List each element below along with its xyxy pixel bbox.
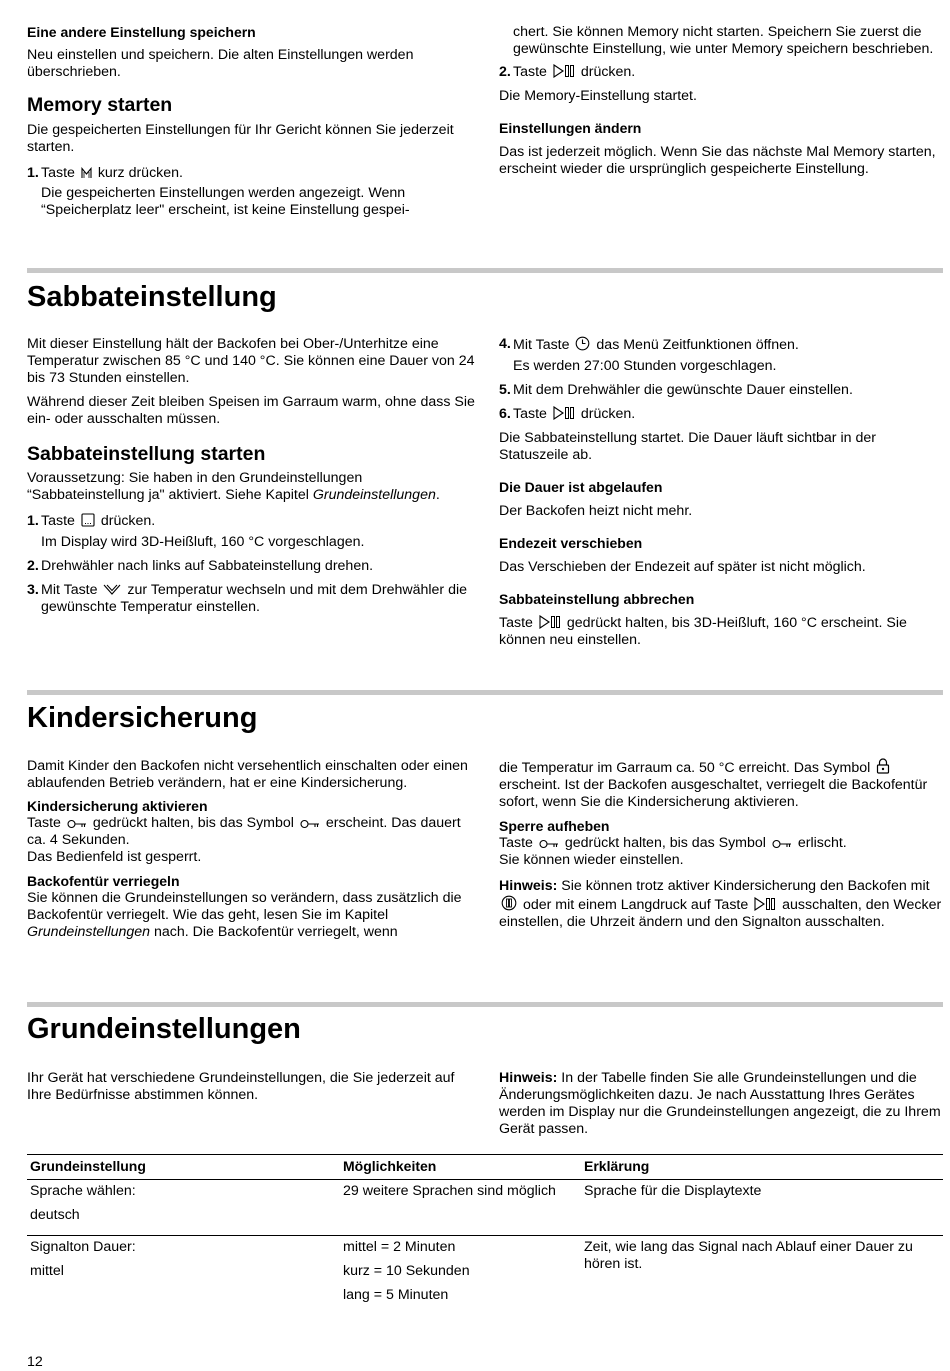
setting-name: Sprache wählen:: [30, 1183, 136, 1199]
note-text: ausschalten, den Wecker einstellen, die Uhrzeit ändern und den Signalton ausschalten.: [499, 897, 942, 930]
endtime-heading: Endezeit verschieben: [499, 535, 643, 551]
memory-key-icon: [81, 167, 92, 179]
sabbat-left: [27, 336, 475, 616]
memory-step-1-continued: chert. Sie können Memory nicht starten. Speichern Sie zuerst die gewünschte Einstellung, wie unter Memory speichern beschrieben.: [513, 24, 934, 57]
table-cell: [340, 1180, 581, 1236]
sabbat-right: [499, 336, 945, 649]
sabbat-start-heading: Sabbateinstellung starten: [27, 443, 266, 465]
step-text: Taste: [41, 165, 75, 181]
release-heading: Sperre aufheben: [499, 818, 610, 834]
sabbat-step-3: [27, 582, 475, 616]
setting-option: kurz = 10 Sekunden: [343, 1263, 470, 1279]
sabbat-step-5: [499, 382, 945, 399]
child-lock-left: [27, 758, 475, 941]
activate-text: [27, 815, 475, 849]
sabbat-started: Die Sabbateinstellung startet. Die Dauer läuft sichtbar in der Statuszeile ab.: [499, 430, 876, 463]
table-header: Erklärung: [581, 1155, 943, 1180]
table-row: [27, 1236, 943, 1316]
door-text: Sie können die Grundeinstellungen so verändern, dass zusätzlich die Backofentür verriegelt. Wie das geht, lesen Sie im Kapitel: [27, 890, 462, 923]
step-text: das Menü Zeitfunktionen öffnen.: [596, 337, 799, 353]
prereq-end: .: [435, 487, 440, 503]
page-number: 12: [27, 1354, 43, 1370]
step-text: Taste: [41, 513, 75, 529]
step-number: 4.: [499, 336, 511, 352]
step-text: Taste: [513, 406, 547, 422]
sabbat-step-4: [499, 336, 945, 354]
step-number: 1.: [27, 165, 39, 181]
step-number: 1.: [27, 513, 39, 529]
release-text-part: gedrückt halten, bis das Symbol: [564, 835, 766, 851]
chapter-reference: Grundeinstellungen: [312, 487, 436, 503]
lock-icon: [876, 758, 890, 774]
step-text: Taste: [513, 64, 547, 80]
door-text: erscheint. Ist der Backofen ausgeschaltet, verriegelt die Backofentür sofort, wenn Sie die Kindersicherung aktivieren.: [499, 777, 928, 810]
basic-settings-right: [499, 1070, 945, 1138]
step-text: Mit dem Drehwähler die gewünschte Dauer einstellen.: [513, 382, 853, 398]
table-header: Möglichkeiten: [340, 1155, 581, 1180]
cancel-text: gedrückt halten, bis 3D-Heißluft, 160 °C erscheint. Sie können neu einstellen.: [499, 615, 907, 648]
sabbat-step-2: [27, 558, 475, 575]
save-other-heading: Eine andere Einstellung speichern: [27, 24, 256, 40]
sabbat-title: Sabbateinstellung: [27, 281, 277, 313]
note-text: In der Tabelle finden Sie alle Grundeinstellungen und die Änderungsmöglichkeiten dazu. Je nach Ausstattung Ihres Gerätes werden im Display nur die Grundeinstellungen angezeigt, die zu Ihrem Gerät passen.: [499, 1070, 941, 1137]
door-lock-heading: Backofentür verriegeln: [27, 873, 180, 889]
sabbat-step-4-detail: Es werden 27:00 Stunden vorgeschlagen.: [513, 358, 777, 374]
prereq-text: Voraussetzung: Sie haben in den Grundeinstellungen “Sabbateinstellung ja" aktiviert. Siehe Kapitel: [27, 470, 363, 503]
step-text: Mit Taste: [513, 337, 570, 353]
note-text: oder mit einem Langdruck auf Taste: [522, 897, 749, 913]
change-text: Das ist jederzeit möglich. Wenn Sie das nächste Mal Memory starten, erscheint wieder die ursprünglich gespeicherte Einstellung.: [499, 144, 936, 177]
key-icon: [67, 819, 87, 829]
table-cell: [340, 1236, 581, 1316]
section-divider: [27, 268, 943, 273]
sabbat-step-1: [27, 513, 475, 530]
setting-default: mittel: [30, 1263, 64, 1279]
key-icon: [300, 819, 320, 829]
start-pause-icon: [754, 897, 776, 911]
release-text-part: erlischt.: [797, 835, 847, 851]
start-pause-icon: [539, 615, 561, 629]
step-text: Drehwähler nach links auf Sabbateinstellung drehen.: [41, 558, 374, 574]
door-lock-continued: [499, 758, 945, 811]
memory-start-heading: Memory starten: [27, 94, 173, 116]
setting-option: 29 weitere Sprachen sind möglich: [343, 1183, 556, 1199]
door-text: nach. Die Backofentür verriegelt, wenn: [154, 924, 398, 940]
activate-text-part: gedrückt halten, bis das Symbol: [92, 815, 294, 831]
release-text: [499, 835, 945, 852]
note-label: Hinweis:: [499, 878, 558, 894]
table-header: Grundeinstellung: [27, 1155, 340, 1180]
table-header-row: [27, 1155, 943, 1180]
change-heading: Einstellungen ändern: [499, 120, 642, 136]
note-label: Hinweis:: [499, 1070, 558, 1086]
endtime-text: Das Verschieben der Endezeit auf später ist nicht möglich.: [499, 559, 866, 575]
activate-text-part: Taste: [27, 815, 61, 831]
cancel-text: Taste: [499, 615, 533, 631]
sabbat-cancel-text: [499, 615, 945, 649]
table-cell: Zeit, wie lang das Signal nach Ablauf einer Dauer zu hören ist.: [584, 1239, 913, 1272]
sabbat-step-1-detail: Im Display wird 3D-Heißluft, 160 °C vorgeschlagen.: [41, 534, 365, 550]
memory-step-1-detail: Die gespeicherten Einstellungen werden angezeigt. Wenn “Speicherplatz leer" erscheint, ist keine Einstellung gespei-: [41, 185, 410, 218]
section-divider: [27, 1002, 943, 1007]
memory-section-right: [499, 24, 945, 178]
basic-settings-intro: Ihr Gerät hat verschiedene Grundeinstellungen, die Sie jederzeit auf Ihre Bedürfnisse abstimmen können.: [27, 1070, 455, 1103]
step-number: 2.: [27, 558, 39, 574]
sabbat-prereq: [27, 470, 475, 504]
activate-result: Das Bedienfeld ist gesperrt.: [27, 849, 202, 865]
mode-key-icon: [81, 513, 95, 527]
setting-default: deutsch: [30, 1207, 80, 1223]
setting-name: Signalton Dauer:: [30, 1239, 136, 1255]
save-other-text: Neu einstellen und speichern. Die alten Einstellungen werden überschrieben.: [27, 47, 414, 80]
basic-settings-table: [27, 1154, 943, 1315]
step-number: 6.: [499, 406, 511, 422]
sabbat-intro-1: Mit dieser Einstellung hält der Backofen bei Ober-/Unterhitze eine Temperatur zwischen 85 °C und 140 °C. Sie können eine Dauer von 24 bis 73 Stunden einstellen.: [27, 336, 475, 386]
door-lock-text: [27, 890, 475, 941]
chapter-reference: Grundeinstellungen: [27, 924, 151, 940]
table-cell: [27, 1236, 340, 1316]
section-divider: [27, 690, 943, 695]
basic-settings-left: [27, 1070, 475, 1104]
child-lock-title: Kindersicherung: [27, 702, 258, 734]
door-text: die Temperatur im Garraum ca. 50 °C erreicht. Das Symbol: [499, 760, 871, 776]
setting-option: mittel = 2 Minuten: [343, 1239, 456, 1255]
step-number: 3.: [27, 582, 39, 598]
table-cell: [27, 1180, 340, 1236]
release-text-part: Taste: [499, 835, 533, 851]
child-lock-note: [499, 878, 945, 931]
memory-start-text: Die gespeicherten Einstellungen für Ihr Gericht können Sie jederzeit starten.: [27, 122, 454, 155]
basic-settings-title: Grundeinstellungen: [27, 1013, 301, 1045]
release-result: Sie können wieder einstellen.: [499, 852, 684, 868]
key-icon: [539, 839, 559, 849]
step-text: drücken.: [580, 64, 636, 80]
clock-icon: [575, 336, 590, 351]
step-text: drücken.: [580, 406, 636, 422]
table-row: [27, 1180, 943, 1236]
memory-step-1: [27, 165, 475, 182]
step-text: kurz drücken.: [97, 165, 183, 181]
key-icon: [772, 839, 792, 849]
elapsed-text: Der Backofen heizt nicht mehr.: [499, 503, 693, 519]
child-lock-intro: Damit Kinder den Backofen nicht versehentlich einschalten oder einen ablaufenden Betrieb verändern, hat er eine Kindersicherung.: [27, 758, 468, 791]
sabbat-step-6: [499, 406, 945, 423]
sabbat-intro-2: Während dieser Zeit bleiben Speisen im Garraum warm, ohne dass Sie ein- oder ausschalten müssen.: [27, 394, 475, 427]
chevron-down-icon: [103, 584, 121, 596]
power-icon: [501, 895, 517, 911]
step-text: Mit Taste: [41, 582, 98, 598]
note-text: Sie können trotz aktiver Kindersicherung den Backofen mit: [561, 878, 930, 894]
basic-settings-note: [499, 1070, 945, 1138]
activate-text-part: erscheint. Das dauert ca. 4 Sekunden.: [27, 815, 461, 848]
start-pause-icon: [553, 406, 575, 420]
activate-heading: Kindersicherung aktivieren: [27, 798, 208, 814]
step-text: drücken.: [100, 513, 156, 529]
elapsed-heading: Die Dauer ist abgelaufen: [499, 479, 663, 495]
step-number: 2.: [499, 64, 511, 80]
child-lock-right: [499, 758, 945, 931]
step-number: 5.: [499, 382, 511, 398]
table-cell: Sprache für die Displaytexte: [581, 1180, 943, 1236]
sabbat-cancel-heading: Sabbateinstellung abbrechen: [499, 591, 695, 607]
memory-result: Die Memory-Einstellung startet.: [499, 88, 697, 104]
start-pause-icon: [553, 64, 575, 78]
memory-section-left: [27, 24, 475, 219]
setting-option: lang = 5 Minuten: [343, 1287, 449, 1303]
step-text: zur Temperatur wechseln und mit dem Drehwähler die gewünschte Temperatur einstellen.: [41, 582, 468, 615]
memory-step-2: [499, 64, 945, 81]
